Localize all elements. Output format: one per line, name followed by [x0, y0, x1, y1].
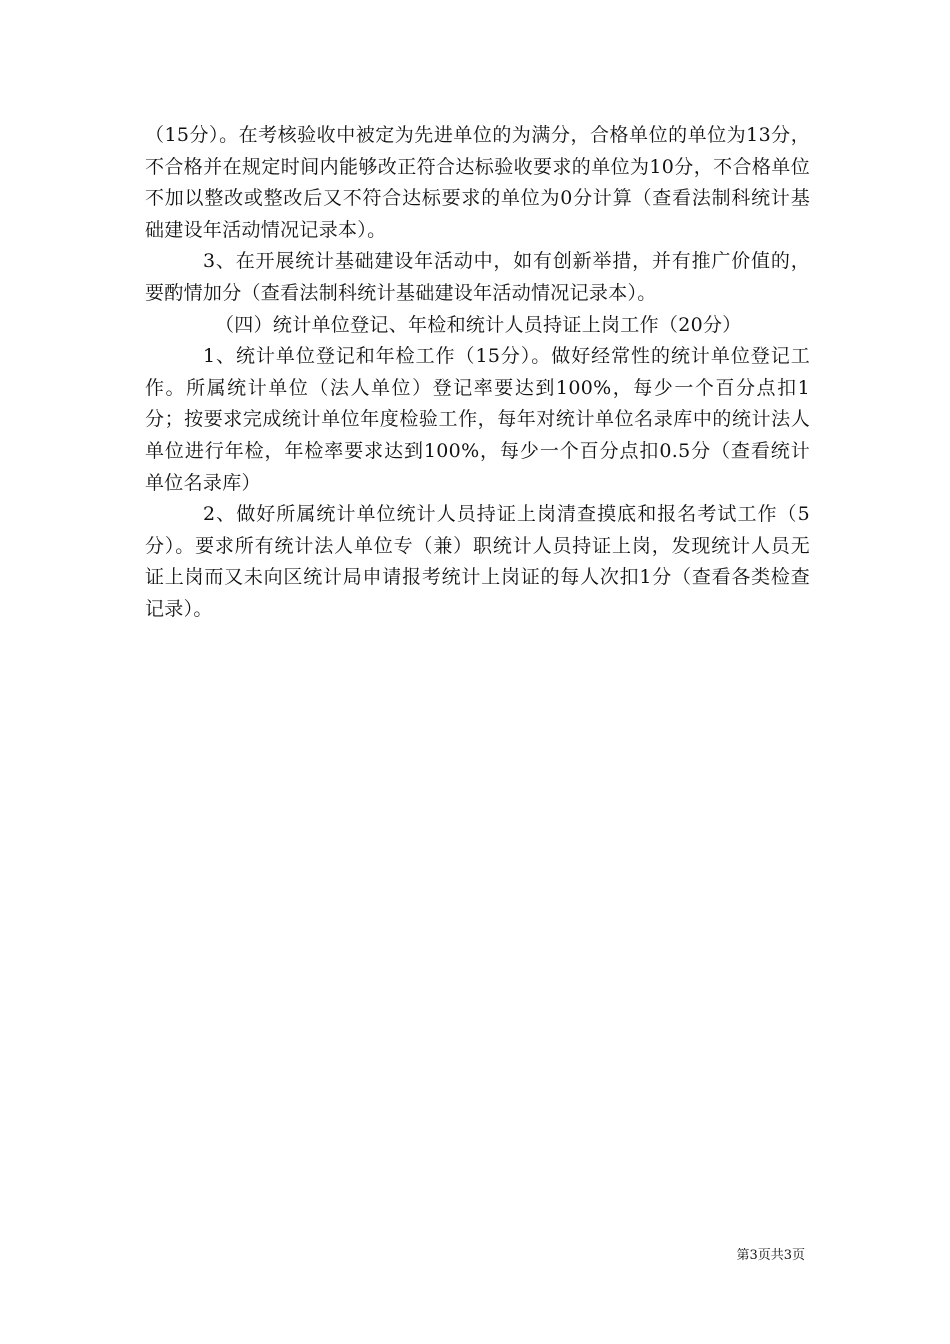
document-body — [145, 120, 810, 626]
paragraph-scoring-continuation: （15分）。在考核验收中被定为先进单位的为满分，合格单位的单位为13分，不合格并在规定时间内能够改正符合达标验收要求的单位为10分，不合格单位不加以整改或整改后又不符合达标要求的单位为0分计算（查看法制科统计基础建设年活动情况记录本）。 — [145, 124, 810, 241]
paragraph-item-2-certification: 2、做好所属统计单位统计人员持证上岗清查摸底和报名考试工作（5分）。要求所有统计法人单位专（兼）职统计人员持证上岗，发现统计人员无证上岗而又未向区统计局申请报考统计上岗证的每人次扣1分（查看各类检查记录）。 — [145, 503, 810, 620]
page-number-footer: 第3页共3页 — [736, 1248, 805, 1263]
section-heading-4: （四）统计单位登记、年检和统计人员持证上岗工作（20分） — [215, 313, 742, 336]
paragraph-item-1-registration: 1、统计单位登记和年检工作（15分）。做好经常性的统计单位登记工作。所属统计单位（法人单位）登记率要达到100%，每少一个百分点扣1分；按要求完成统计单位年度检验工作，每年对统计单位名录库中的统计法人单位进行年检，年检率要求达到100%，每少一个百分点扣0.5分（查看统计单位名录库） — [145, 345, 810, 494]
paragraph-item-3-innovation: 3、在开展统计基础建设年活动中，如有创新举措，并有推广价值的，要酌情加分（查看法制科统计基础建设年活动情况记录本）。 — [145, 250, 810, 304]
